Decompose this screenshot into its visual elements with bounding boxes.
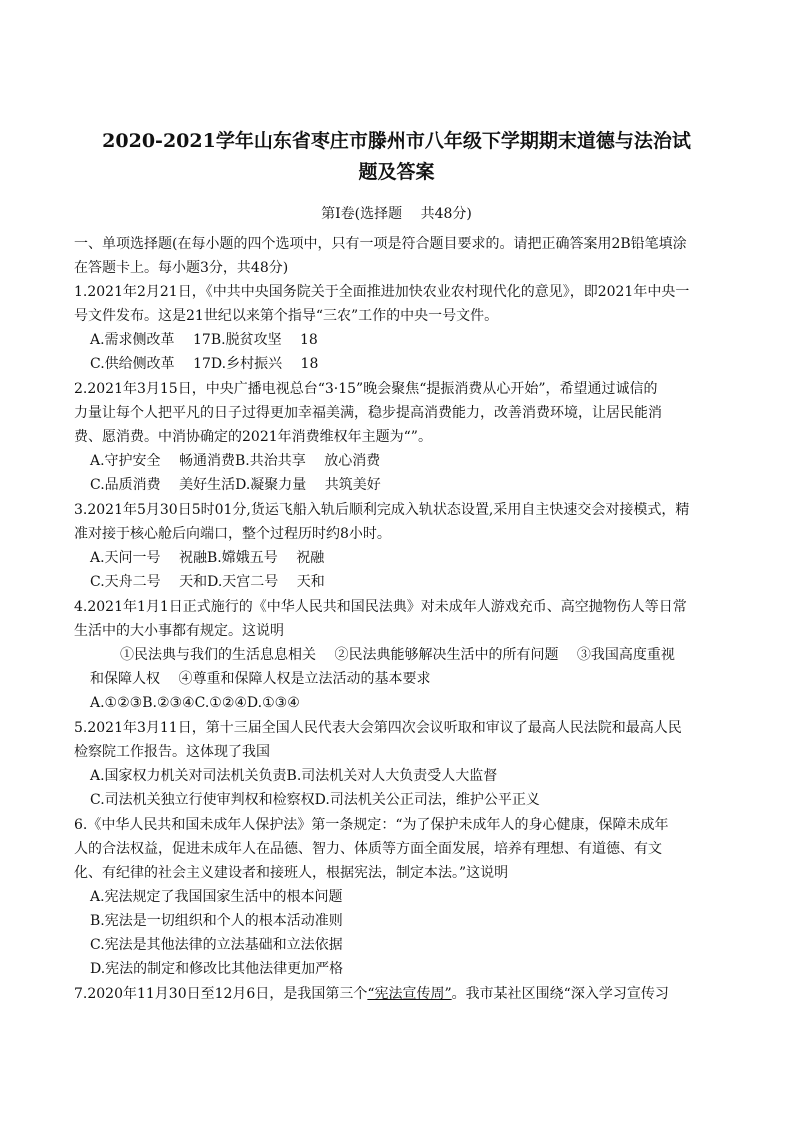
q2-stem-line-3: 费、愿消费。中消协确定的2021年消费维权年主题为“”。 [74, 429, 432, 445]
q6-option-a: A.宪法规定了我国国家生活中的根本问题 [90, 889, 343, 905]
q7-stem-underlined: “宪法宣传周” [367, 986, 452, 1002]
instructions-line-1: 一、单项选择题(在每小题的四个选项中，只有一项是符合题目要求的。请把正确答案用2B铅笔填涂 [74, 236, 687, 252]
q2-stem-line-1: 2.2021年3月15日，中央广播电视总台“3·15”晚会聚焦“提振消费从心开始”，希望通过诚信的 [74, 381, 658, 397]
q7-stem-before: 7.2020年11月30日至12月6日，是我国第三个 [74, 986, 368, 1002]
q1-stem-line-2: 号文件发布。这是21世纪以来第个指导“三农”工作的中央一号文件。 [74, 308, 499, 324]
q1-option-cd: C.供给侧改革 17D.乡村振兴 18 [90, 356, 319, 372]
q5-stem-line-2: 检察院工作报告。这体现了我国 [74, 744, 270, 760]
q4-stem-line-2: 生活中的大小事都有规定。这说明 [74, 623, 284, 639]
instructions-line-2: 在答题卡上。每小题3分，共48分) [74, 260, 289, 276]
q3-stem-line-1: 3.2021年5月30日5时01分,货运飞船入轨后顺利完成入轨状态设置,采用自主快速交会对接模式，精 [74, 502, 690, 518]
q6-stem-line-1: 6.《中华人民共和国未成年人保护法》第一条规定：“为了保护未成年人的身心健康，保障未成年 [74, 817, 669, 833]
title-line-1: 2020-2021学年山东省枣庄市滕州市八年级下学期期末道德与法治试 [102, 130, 691, 152]
q1-option-ab: A.需求侧改革 17B.脱贫攻坚 18 [90, 332, 318, 348]
q4-stem-line-1: 4.2021年1月1日正式施行的《中华人民共和国民法典》对未成年人游戏充币、高空抛物伤人等日常 [74, 599, 687, 615]
q7-stem-line-1 [74, 985, 669, 1003]
q4-statements-line-2: 和保障人权 ④尊重和保障人权是立法活动的基本要求 [90, 671, 431, 687]
q6-option-d: D.宪法的制定和修改比其他法律更加严格 [90, 961, 344, 977]
section-header: 第Ⅰ卷(选择题 共48分) [321, 206, 472, 222]
q5-option-ab: A.国家权力机关对司法机关负责B.司法机关对人大负责受人大监督 [90, 768, 498, 784]
title-line-2: 题及答案 [358, 161, 435, 183]
q6-stem-line-3: 化、有纪律的社会主义建设者和接班人，根据宪法，制定本法。”这说明 [74, 865, 509, 881]
q2-stem-line-2: 力量让每个人把平凡的日子过得更加幸福美满，稳步提高消费能力，改善消费环境，让居民能消 [74, 405, 662, 421]
q4-options: A.①②③B.②③④C.①②④D.①③④ [90, 695, 300, 711]
q6-stem-line-2: 人的合法权益，促进未成年人在品德、智力、体质等方面全面发展，培养有理想、有道德、有文 [74, 841, 662, 857]
q5-stem-line-1: 5.2021年3月11日，第十三届全国人民代表大会第四次会议听取和审议了最高人民法院和最高人民 [74, 720, 682, 736]
q4-statements-line-1: ①民法典与我们的生活息息相关 ②民法典能够解决生活中的所有问题 ③我国高度重视 [120, 647, 675, 663]
q3-option-cd: C.天舟二号 天和D.天宫二号 天和 [90, 574, 325, 590]
q7-stem-after: 。我市某社区围绕“深入学习宣传习 [451, 986, 669, 1002]
q2-option-ab: A.守护安全 畅通消费B.共治共享 放心消费 [90, 453, 381, 469]
q2-option-cd: C.品质消费 美好生活D.凝聚力量 共筑美好 [90, 477, 381, 493]
q6-option-c: C.宪法是其他法律的立法基础和立法依据 [90, 937, 343, 953]
q1-stem-line-1: 1.2021年2月21日，《中共中央国务院关于全面推进加快农业农村现代化的意见》，即2021年中央一 [74, 284, 690, 300]
q3-option-ab: A.天问一号 祝融B.嫦娥五号 祝融 [90, 550, 325, 566]
q6-option-b: B.宪法是一切组织和个人的根本活动准则 [90, 913, 343, 929]
document-title [60, 126, 733, 188]
q3-stem-line-2: 准对接于核心舱后向端口，整个过程历时约8小时。 [74, 526, 391, 542]
q5-option-cd: C.司法机关独立行使审判权和检察权D.司法机关公正司法，维护公平正义 [90, 792, 540, 808]
